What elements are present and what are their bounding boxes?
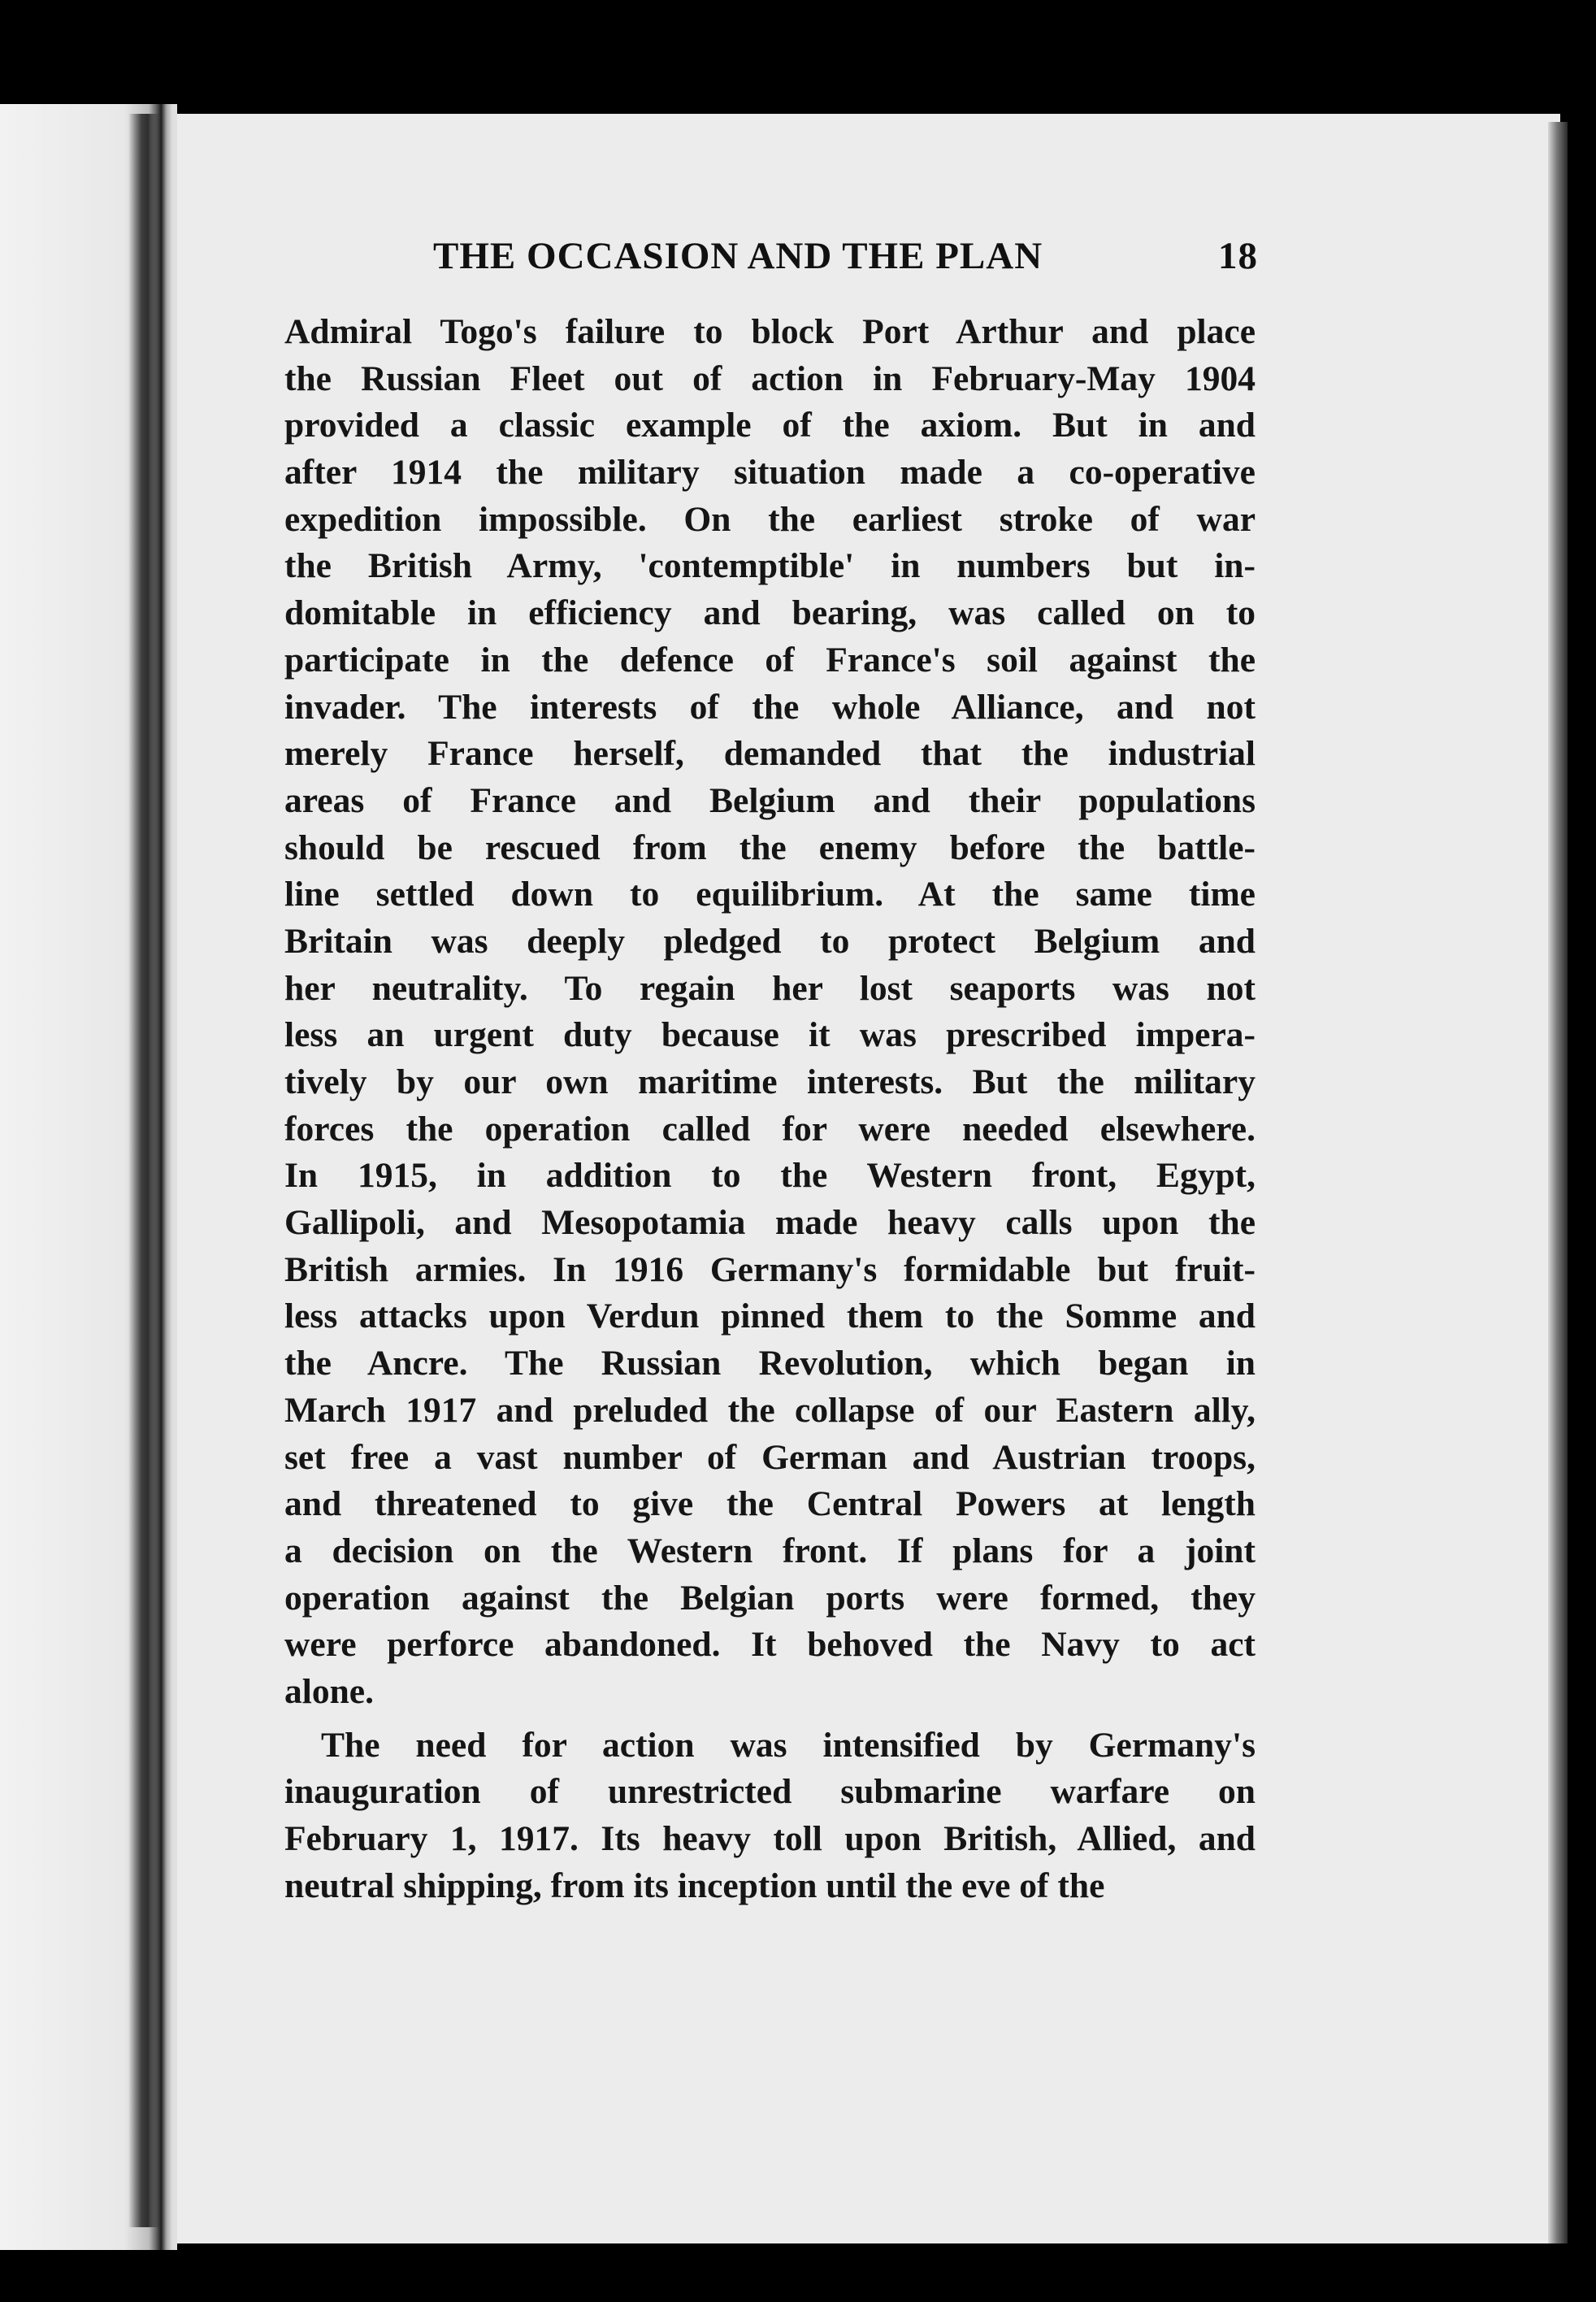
text-line: forces the operation called for were needed elsewhere.: [284, 1109, 1256, 1149]
text-line: should be rescued from the enemy before the battle-: [284, 827, 1256, 867]
text-line: expedition impossible. On the earliest stroke of war: [284, 499, 1256, 539]
text-line: line settled down to equilibrium. At the same time: [284, 875, 1256, 914]
text-line: and threatened to give the Central Powers at length: [284, 1484, 1256, 1524]
right-page-edge: [1548, 122, 1568, 2243]
text-line: merely France herself, demanded that the industrial: [284, 734, 1256, 774]
text-line: areas of France and Belgium and their populations: [284, 780, 1256, 820]
text-line: provided a classic example of the axiom. But in and: [284, 406, 1256, 445]
text-line: a decision on the Western front. If plans for a joint: [284, 1531, 1256, 1570]
body-text: [284, 309, 1256, 1909]
text-line: less an urgent duty because it was prescribed impera-: [284, 1015, 1256, 1055]
page-number: 18: [1218, 235, 1258, 277]
text-line: British armies. In 1916 Germany's formidable but fruit-: [284, 1249, 1256, 1289]
text-line: alone.: [284, 1671, 374, 1711]
text-line: The need for action was intensified by Germany's: [321, 1725, 1256, 1765]
text-line: In 1915, in addition to the Western front, Egypt,: [284, 1156, 1256, 1196]
text-line: invader. The interests of the whole Alliance, and not: [284, 687, 1256, 727]
text-line: Admiral Togo's failure to block Port Arthur and place: [284, 312, 1256, 351]
spine-shadow: [128, 114, 161, 2227]
text-line: were perforce abandoned. It behoved the Navy to act: [284, 1625, 1256, 1665]
text-line: the British Army, 'contemptible' in numbers but in-: [284, 546, 1256, 586]
text-line: Britain was deeply pledged to protect Belgium and: [284, 921, 1256, 961]
text-line: inauguration of unrestricted submarine warfare on: [284, 1772, 1256, 1812]
paragraph: [284, 309, 1256, 1716]
text-line: set free a vast number of German and Austrian troops,: [284, 1437, 1256, 1477]
text-line: tively by our own maritime interests. But the military: [284, 1062, 1256, 1101]
text-line: Gallipoli, and Mesopotamia made heavy calls upon the: [284, 1203, 1256, 1243]
text-line: the Russian Fleet out of action in February-May 1904: [284, 358, 1256, 398]
running-title: THE OCCASION AND THE PLAN: [433, 235, 1043, 277]
text-line: March 1917 and preluded the collapse of our Eastern ally,: [284, 1390, 1256, 1430]
text-line: domitable in efficiency and bearing, was called on to: [284, 593, 1256, 633]
text-line: operation against the Belgian ports were formed, they: [284, 1578, 1256, 1618]
text-line: after 1914 the military situation made a co-operative: [284, 453, 1256, 493]
paragraph: [284, 1722, 1256, 1910]
text-line: her neutrality. To regain her lost seaports was not: [284, 968, 1256, 1008]
text-line: participate in the defence of France's soil against the: [284, 640, 1256, 680]
text-line: less attacks upon Verdun pinned them to the Somme and: [284, 1297, 1256, 1336]
text-line: neutral shipping, from its inception until the eve of the: [284, 1865, 1105, 1905]
text-line: February 1, 1917. Its heavy toll upon British, Allied, and: [284, 1819, 1256, 1858]
text-line: the Ancre. The Russian Revolution, which began in: [284, 1344, 1256, 1383]
running-head: [433, 234, 1258, 291]
paragraph-gap: [284, 1716, 1256, 1722]
